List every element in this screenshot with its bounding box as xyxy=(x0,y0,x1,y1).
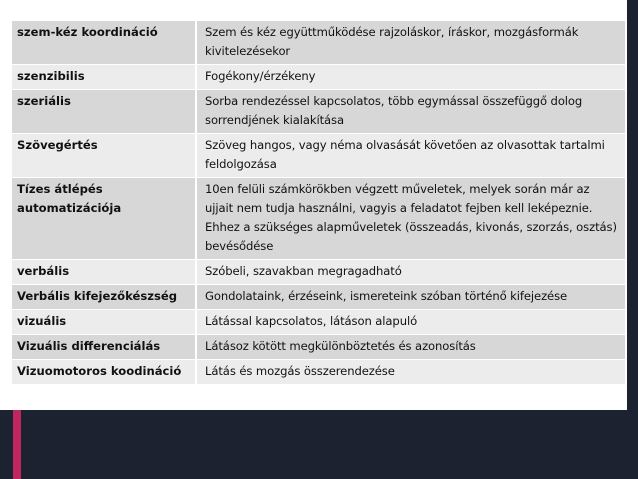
term-cell: verbális xyxy=(12,260,196,285)
table-row xyxy=(12,260,625,285)
term-cell: Verbális kifejezőkészség xyxy=(12,285,196,310)
table-row xyxy=(12,65,625,90)
accent-bar xyxy=(13,410,21,479)
glossary-table xyxy=(12,20,625,385)
term-cell: szenzibilis xyxy=(12,65,196,90)
table-row xyxy=(12,134,625,178)
term-cell: vizuális xyxy=(12,310,196,335)
definition-cell: Gondolataink, érzéseink, ismereteink szóban történő kifejezése xyxy=(196,285,625,310)
right-edge-band xyxy=(627,0,638,479)
term-cell: Vizuomotoros koodináció xyxy=(12,360,196,385)
table-row xyxy=(12,285,625,310)
definition-cell: Sorba rendezéssel kapcsolatos, több egymással összefüggő dolog sorrendjének kialakítása xyxy=(196,90,625,134)
definition-cell: Látásoz kötött megkülönböztetés és azonosítás xyxy=(196,335,625,360)
glossary-table-wrapper xyxy=(12,20,625,385)
definition-cell: 10en felüli számkörökben végzett műveletek, melyek során már az ujjait nem tudja használni, vagyis a feladatot fejben kell leképeznie. Ehhez a szükséges alapműveletek (összeadás, kivonás, szorzás, osztás) bevésődése xyxy=(196,178,625,260)
definition-cell: Szöveg hangos, vagy néma olvasását követően az olvasottak tartalmi feldolgozása xyxy=(196,134,625,178)
definition-cell: Látással kapcsolatos, látáson alapuló xyxy=(196,310,625,335)
table-row xyxy=(12,21,625,65)
definition-cell: Szem és kéz együttműködése rajzoláskor, íráskor, mozgásformák kivitelezésekor xyxy=(196,21,625,65)
term-cell: Szövegértés xyxy=(12,134,196,178)
definition-cell: Látás és mozgás összerendezése xyxy=(196,360,625,385)
term-cell: szeriális xyxy=(12,90,196,134)
table-row xyxy=(12,335,625,360)
term-cell: szem-kéz koordináció xyxy=(12,21,196,65)
term-cell: Tízes átlépés automatizációja xyxy=(12,178,196,260)
table-row xyxy=(12,360,625,385)
definition-cell: Szóbeli, szavakban megragadható xyxy=(196,260,625,285)
definition-cell: Fogékony/érzékeny xyxy=(196,65,625,90)
footer-band xyxy=(0,410,638,479)
table-row xyxy=(12,90,625,134)
table-row xyxy=(12,310,625,335)
term-cell: Vizuális differenciálás xyxy=(12,335,196,360)
table-row xyxy=(12,178,625,260)
